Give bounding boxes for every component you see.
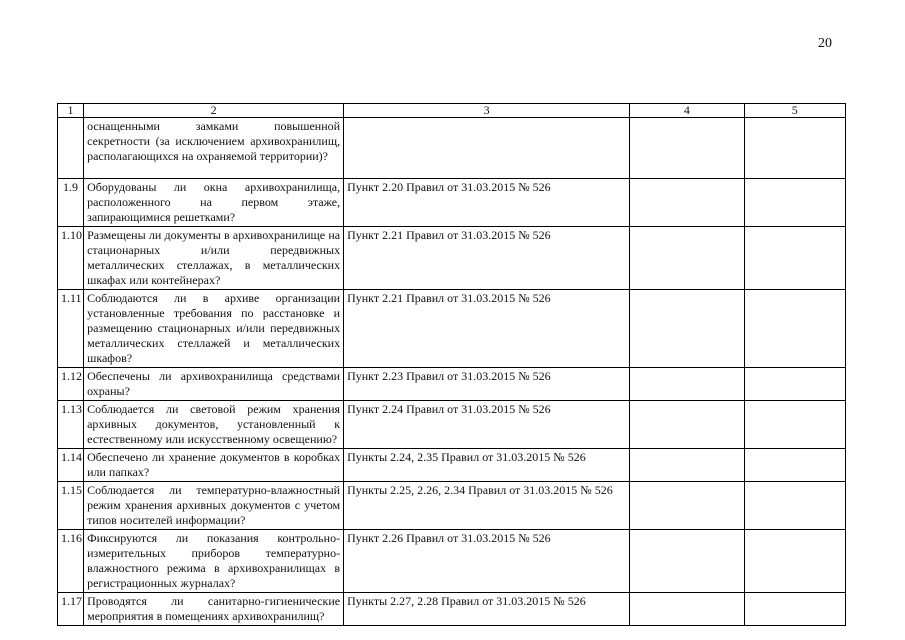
row-col4 [630, 449, 744, 482]
row-number: 1.11 [58, 290, 84, 368]
row-number: 1.9 [58, 179, 84, 227]
row-reference: Пункт 2.20 Правил от 31.03.2015 № 526 [344, 179, 630, 227]
table-row [58, 530, 846, 593]
row-reference: Пункты 2.24, 2.35 Правил от 31.03.2015 № 526 [344, 449, 630, 482]
header-col-1: 1 [58, 104, 84, 118]
row-reference: Пункты 2.27, 2.28 Правил от 31.03.2015 № 526 [344, 593, 630, 626]
header-col-4: 4 [630, 104, 744, 118]
row-col5 [744, 118, 845, 179]
row-col5 [744, 227, 845, 290]
row-col5 [744, 401, 845, 449]
row-reference: Пункт 2.21 Правил от 31.03.2015 № 526 [344, 290, 630, 368]
header-col-3: 3 [344, 104, 630, 118]
row-col4 [630, 118, 744, 179]
table-header-row [58, 104, 846, 118]
row-question: Обеспечено ли хранение документов в коробках или папках? [84, 449, 344, 482]
row-col5 [744, 530, 845, 593]
row-col4 [630, 401, 744, 449]
row-reference: Пункт 2.23 Правил от 31.03.2015 № 526 [344, 368, 630, 401]
row-col4 [630, 227, 744, 290]
checklist-table [57, 103, 846, 626]
row-question: Соблюдается ли температурно-влажностный режим хранения архивных документов с учетом типов носителей информации? [84, 482, 344, 530]
row-number: 1.12 [58, 368, 84, 401]
table-row [58, 179, 846, 227]
row-number: 1.10 [58, 227, 84, 290]
row-question: Фиксируются ли показания контрольно-измерительных приборов температурно-влажностного режима в архивохранилищах в регистрационных журналах? [84, 530, 344, 593]
row-col5 [744, 368, 845, 401]
row-question: Обеспечены ли архивохранилища средствами охраны? [84, 368, 344, 401]
row-number [58, 118, 84, 179]
row-col5 [744, 290, 845, 368]
row-col4 [630, 593, 744, 626]
row-reference: Пункт 2.26 Правил от 31.03.2015 № 526 [344, 530, 630, 593]
row-number: 1.14 [58, 449, 84, 482]
row-reference: Пункт 2.21 Правил от 31.03.2015 № 526 [344, 227, 630, 290]
header-col-5: 5 [744, 104, 845, 118]
table-row [58, 368, 846, 401]
row-col4 [630, 482, 744, 530]
row-number: 1.13 [58, 401, 84, 449]
row-question: Соблюдаются ли в архиве организации установленные требования по расстановке и размещению стационарных и/или передвижных металлических стеллажей и металлических шкафов? [84, 290, 344, 368]
row-question: Проводятся ли санитарно-гигиенические мероприятия в помещениях архивохранилищ? [84, 593, 344, 626]
table-row [58, 227, 846, 290]
row-reference: Пункт 2.24 Правил от 31.03.2015 № 526 [344, 401, 630, 449]
row-col5 [744, 179, 845, 227]
table-row [58, 449, 846, 482]
row-number: 1.16 [58, 530, 84, 593]
row-question: оснащенными замками повышенной секретности (за исключением архивохранилищ, располагающихся на охраняемой территории)? [84, 118, 344, 179]
row-col5 [744, 482, 845, 530]
row-col5 [744, 593, 845, 626]
row-number: 1.15 [58, 482, 84, 530]
row-col5 [744, 449, 845, 482]
row-col4 [630, 179, 744, 227]
table-row [58, 482, 846, 530]
row-col4 [630, 530, 744, 593]
table-row [58, 118, 846, 179]
row-number: 1.17 [58, 593, 84, 626]
row-question: Оборудованы ли окна архивохранилища, расположенного на первом этаже, запирающимися решетками? [84, 179, 344, 227]
table-row [58, 401, 846, 449]
row-reference [344, 118, 630, 179]
table-row [58, 593, 846, 626]
row-col4 [630, 368, 744, 401]
header-col-2: 2 [84, 104, 344, 118]
row-question: Соблюдается ли световой режим хранения архивных документов, установленный к естественному или искусственному освещению? [84, 401, 344, 449]
row-question: Размещены ли документы в архивохранилище на стационарных и/или передвижных металлических стеллажах, в металлических шкафах или контейнерах? [84, 227, 344, 290]
table-row [58, 290, 846, 368]
page-number: 20 [818, 36, 832, 51]
row-reference: Пункты 2.25, 2.26, 2.34 Правил от 31.03.2015 № 526 [344, 482, 630, 530]
row-col4 [630, 290, 744, 368]
